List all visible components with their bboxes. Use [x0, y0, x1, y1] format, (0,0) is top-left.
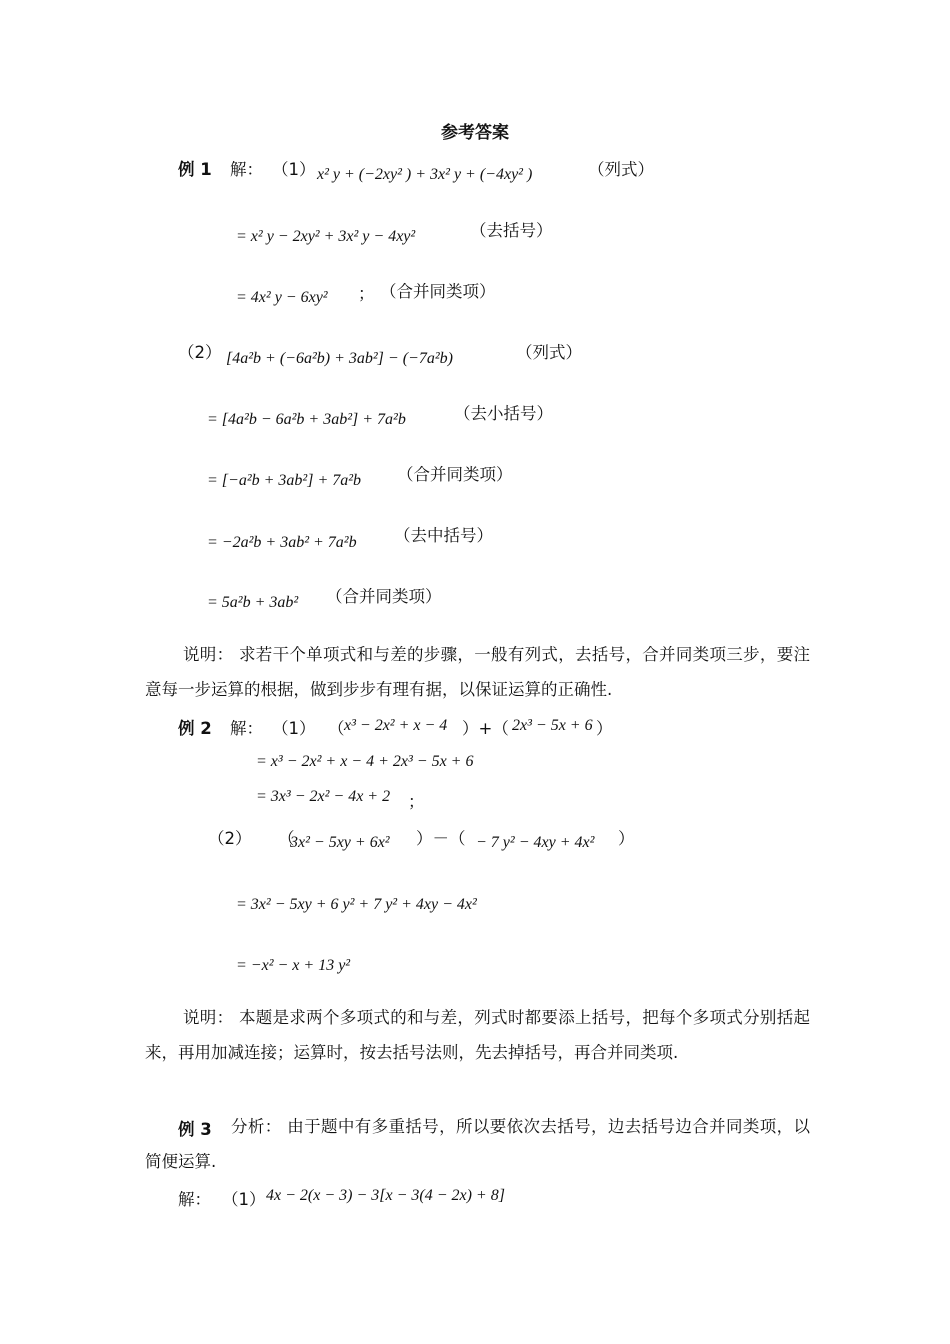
example-2-minus-join: ）－（: [416, 829, 466, 848]
example-2-solution-label: 解：: [230, 719, 263, 738]
example-1-part-2-line-1-expression: [4a²b + (−6a²b) + 3ab²] − (−7a²b): [226, 350, 453, 367]
example-1-line-1-note: （列式）: [588, 160, 654, 179]
example-1-explanation: 说明： 求若干个单项式和与差的步骤，一般有列式，去括号，合并同类项三步，要注意每一步运算的根据，做到步步有理有据，以保证运算的正确性.: [145, 645, 810, 699]
example-3-part-1-number: （1）: [222, 1190, 266, 1209]
example-1-part-2-line-5-note: （合并同类项）: [326, 587, 442, 606]
example-2-explanation: 说明： 本题是求两个多项式的和与差，列式时都要添上括号，把每个多项式分别括起来，再用加减连接；运算时，按去括号法则，先去掉括号，再合并同类项.: [145, 1008, 810, 1062]
example-1-part-2-line-4-note: （去中括号）: [394, 526, 493, 545]
example-2-part-2-line-3-expression: = −x² − x + 13 y²: [236, 957, 351, 974]
example-1-line-2-expression: = x² y − 2xy² + 3x² y − 4xy²: [236, 228, 416, 245]
example-1-line-2-note: （去括号）: [470, 221, 553, 240]
example-3-label: 例 3: [178, 1120, 212, 1139]
example-2-label: 例 2: [178, 719, 212, 738]
example-1-part-2-line-2-expression: = [4a²b − 6a²b + 3ab²] + 7a²b: [207, 411, 406, 428]
example-1-line-1-expression: x² y + (−2xy² ) + 3x² y + (−4xy² ): [317, 166, 533, 183]
example-1-part-2-line-3-note: （合并同类项）: [397, 465, 513, 484]
example-2-close-paren-1: ）: [596, 719, 613, 738]
example-2-polynomial-c: 3x² − 5xy + 6x²: [290, 834, 390, 851]
example-2-part-2-line-2-expression: = 3x² − 5xy + 6 y² + 7 y² + 4xy − 4x²: [236, 896, 477, 913]
example-2-line-3-separator: ；: [408, 792, 425, 811]
example-1-part-2-line-1-note: （列式）: [516, 343, 582, 362]
example-2-close-paren-2: ）: [618, 829, 635, 848]
example-1-line-3-expression: = 4x² y − 6xy²: [236, 289, 328, 306]
example-1-line-3-separator: ；: [358, 284, 375, 303]
example-1-part-1-number: （1）: [272, 160, 316, 179]
example-1-part-2-line-3-expression: = [−a²b + 3ab²] + 7a²b: [207, 472, 362, 489]
example-2-polynomial-b: 2x³ − 5x + 6: [512, 717, 593, 734]
example-1-part-2-line-5-expression: = 5a²b + 3ab²: [207, 594, 299, 611]
example-1-line-3-note: （合并同类项）: [380, 282, 496, 301]
example-1-part-2-number: （2）: [178, 343, 222, 362]
example-2-open-paren-2: （: [278, 829, 295, 848]
example-3-solution-label: 解：: [178, 1190, 211, 1209]
example-2-polynomial-a: x³ − 2x² + x − 4: [344, 717, 448, 734]
example-2-part-2-number: （2）: [208, 829, 252, 848]
example-1-label: 例 1: [178, 160, 212, 179]
example-2-open-paren-1: （: [328, 719, 345, 738]
example-2-part-1-number: （1）: [272, 719, 316, 738]
page-title: 参考答案: [441, 123, 509, 143]
example-1-part-2-line-2-note: （去小括号）: [454, 404, 553, 423]
example-1-part-2-line-4-expression: = −2a²b + 3ab² + 7a²b: [207, 534, 357, 551]
example-2-line-3-expression: = 3x³ − 2x² − 4x + 2: [256, 788, 391, 805]
example-2-plus-join: ）+（: [462, 719, 509, 738]
example-3-analysis: 分析： 由于题中有多重括号，所以要依次去括号，边去括号边合并同类项，以简便运算.: [145, 1117, 810, 1171]
example-1-solution-label: 解：: [230, 160, 263, 179]
example-2-line-2-expression: = x³ − 2x² + x − 4 + 2x³ − 5x + 6: [256, 753, 474, 770]
example-3-expression: 4x − 2(x − 3) − 3[x − 3(4 − 2x) + 8]: [266, 1187, 505, 1204]
example-2-polynomial-d: − 7 y² − 4xy + 4x²: [476, 834, 595, 851]
